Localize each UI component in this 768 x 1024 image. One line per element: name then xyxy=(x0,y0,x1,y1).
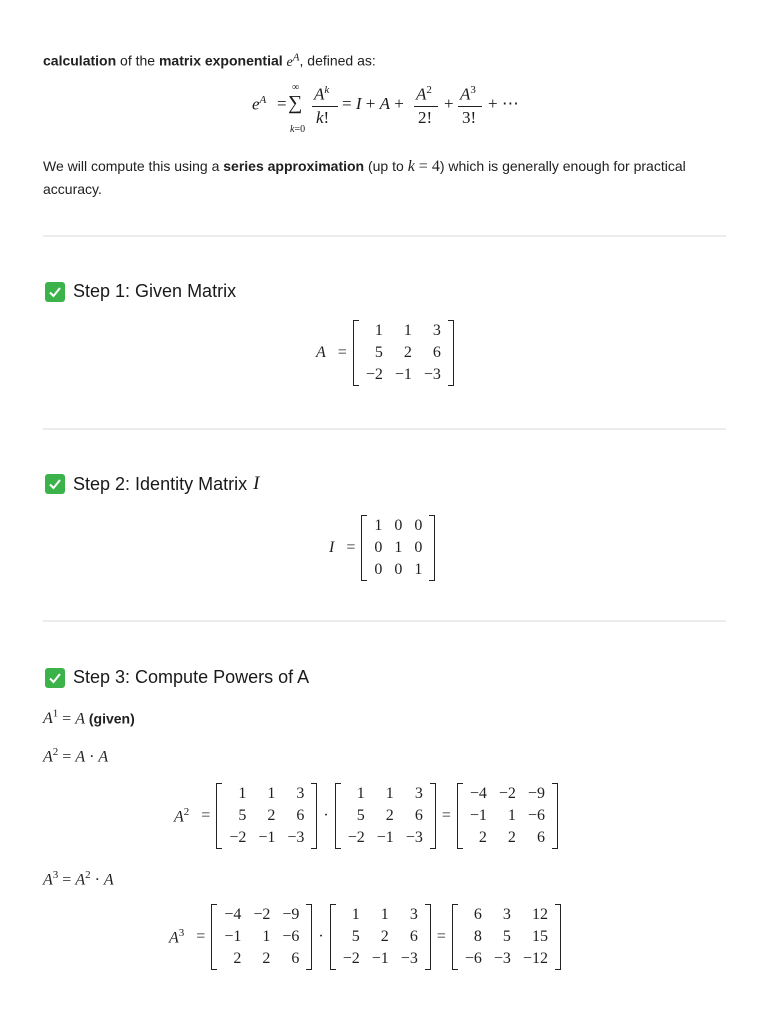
a3-definition: $A^3 = A^2 \cdot A$ xyxy=(43,869,114,889)
matrix-I-equation: I = 1 0 0 0 1 0 0 0 1 xyxy=(323,515,435,581)
cell: −2 xyxy=(229,829,247,846)
cell: −2 xyxy=(347,829,365,846)
checkmark-icon xyxy=(45,282,65,302)
text-fragment: of the xyxy=(116,52,159,69)
cell: 2 xyxy=(233,950,242,967)
bold-term-calculation: calculation xyxy=(43,52,117,69)
cell: 6 xyxy=(409,928,418,945)
matrix-A xyxy=(353,320,454,386)
cell: 5 xyxy=(351,928,360,945)
cell: 3 xyxy=(432,322,441,339)
cell: 6 xyxy=(473,906,482,923)
cell: 1 xyxy=(403,322,412,339)
text-fragment: We will compute this using a xyxy=(43,158,224,174)
cell: −1 xyxy=(376,829,394,846)
cell: −3 xyxy=(493,950,511,967)
cell: 1 xyxy=(356,785,365,802)
step-3-title: Step 3: Compute Powers of A xyxy=(73,667,310,687)
cell: 0 xyxy=(414,517,423,534)
matrix-A-right-2 xyxy=(330,904,431,970)
cell: −6 xyxy=(282,928,300,945)
cell: 1 xyxy=(262,928,271,945)
cell: 1 xyxy=(374,517,383,534)
cell: 2 xyxy=(403,344,412,361)
cell: 3 xyxy=(502,906,511,923)
cell: 6 xyxy=(536,829,545,846)
cell: 5 xyxy=(238,807,247,824)
cell: −3 xyxy=(405,829,423,846)
text-fragment: ) which is generally enough for practical accuracy. xyxy=(43,158,686,197)
matrix-A2-result xyxy=(457,783,558,849)
cell: −4 xyxy=(224,906,242,923)
cell: 2 xyxy=(267,807,276,824)
step-2-title: Step 2: Identity Matrix xyxy=(73,473,248,494)
cell: −1 xyxy=(258,829,276,846)
cell: 15 xyxy=(531,928,548,945)
math-k-equals-4: k = 4 xyxy=(407,158,440,175)
cell: 1 xyxy=(507,807,516,824)
cell: −3 xyxy=(423,366,441,383)
cell: 0 xyxy=(394,517,403,534)
cell: 0 xyxy=(394,561,403,578)
cell: −1 xyxy=(224,928,242,945)
divider xyxy=(43,620,726,622)
cell: 0 xyxy=(414,539,423,556)
divider xyxy=(43,235,726,237)
divider xyxy=(43,428,726,430)
a3-computation: $A^3$ = −4 −2 −9 −1 1 −6 2 2 6 · 1 1 3 5 2 6 −2 −1 −3 = 6 3 12 8 5 15 −6 −3 −12 xyxy=(163,904,561,970)
cell: −2 xyxy=(342,950,360,967)
cell: 5 xyxy=(502,928,511,945)
cell: 6 xyxy=(432,344,441,361)
cell: 5 xyxy=(356,807,365,824)
cell: −9 xyxy=(527,785,545,802)
checkmark-icon xyxy=(45,668,65,688)
matrix-I xyxy=(361,515,435,581)
cell: 3 xyxy=(414,785,423,802)
cell: 6 xyxy=(296,807,305,824)
cell: 8 xyxy=(473,928,482,945)
matrix-A2-left xyxy=(211,904,312,970)
bold-term-matrix-exponential: matrix exponential xyxy=(158,52,283,69)
label-A: A xyxy=(316,344,326,361)
cell: 5 xyxy=(374,344,383,361)
cell: 2 xyxy=(262,950,271,967)
step-3-heading xyxy=(45,667,309,688)
cell: 1 xyxy=(351,906,360,923)
matrix-A-left xyxy=(216,783,317,849)
cell: −6 xyxy=(464,950,482,967)
cell: 1 xyxy=(374,322,383,339)
a2-definition: $A^2 = A \cdot A$ xyxy=(43,746,109,766)
cell: 2 xyxy=(478,829,487,846)
cell: 0 xyxy=(374,561,383,578)
cell: 1 xyxy=(394,539,403,556)
cell: 3 xyxy=(409,906,418,923)
cell: 1 xyxy=(238,785,247,802)
cell: 2 xyxy=(380,928,389,945)
cell: −1 xyxy=(469,807,487,824)
cell: −12 xyxy=(522,950,548,967)
cell: −1 xyxy=(394,366,412,383)
cell: 1 xyxy=(385,785,394,802)
cell: 1 xyxy=(267,785,276,802)
cell: −3 xyxy=(287,829,305,846)
cell: −9 xyxy=(282,906,300,923)
math-I: I xyxy=(253,473,260,494)
cell: −2 xyxy=(498,785,516,802)
cell: 1 xyxy=(380,906,389,923)
cell: −2 xyxy=(253,906,271,923)
text-fragment: (up to xyxy=(364,158,408,174)
cell: 0 xyxy=(374,539,383,556)
step-2-heading xyxy=(45,473,259,495)
matrix-A-equation: A = 1 1 3 5 2 6 −2 −1 −3 xyxy=(310,320,454,386)
cell: −3 xyxy=(400,950,418,967)
cell: −4 xyxy=(469,785,487,802)
math-eA: $e^A$ xyxy=(286,51,300,70)
a1-line: $A^1 = A$ (given) xyxy=(43,708,135,728)
step-1-heading xyxy=(45,281,236,302)
cell: −6 xyxy=(527,807,545,824)
a2-computation: $A^2$ = 1 1 3 5 2 6 −2 −1 −3 · 1 1 3 5 2 6 −2 −1 −3 = −4 −2 −9 −1 1 −6 2 2 6 xyxy=(168,783,558,849)
bold-term-series-approximation: series approximation xyxy=(223,158,365,174)
cell: −2 xyxy=(365,366,383,383)
matrix-A3-result xyxy=(452,904,561,970)
text-fragment: , defined as: xyxy=(299,52,376,69)
cell: 2 xyxy=(507,829,516,846)
intro-line-2 xyxy=(43,155,703,200)
cell: 6 xyxy=(291,950,300,967)
series-formula: $e^A$ = ∞ ∑ k=0 $A^k$ k! = I + A + $A^2$ 2! + $A^3$ 3! + ⋯ xyxy=(252,82,519,135)
cell: −1 xyxy=(371,950,389,967)
cell: 3 xyxy=(296,785,305,802)
cell: 1 xyxy=(414,561,423,578)
checkmark-icon xyxy=(45,474,65,494)
step-1-title: Step 1: Given Matrix xyxy=(73,281,237,301)
given-note: (given) xyxy=(88,710,135,727)
cell: 6 xyxy=(414,807,423,824)
intro-line-1 xyxy=(43,46,376,74)
matrix-A-right xyxy=(335,783,436,849)
cell: 2 xyxy=(385,807,394,824)
cell: 12 xyxy=(531,906,548,923)
